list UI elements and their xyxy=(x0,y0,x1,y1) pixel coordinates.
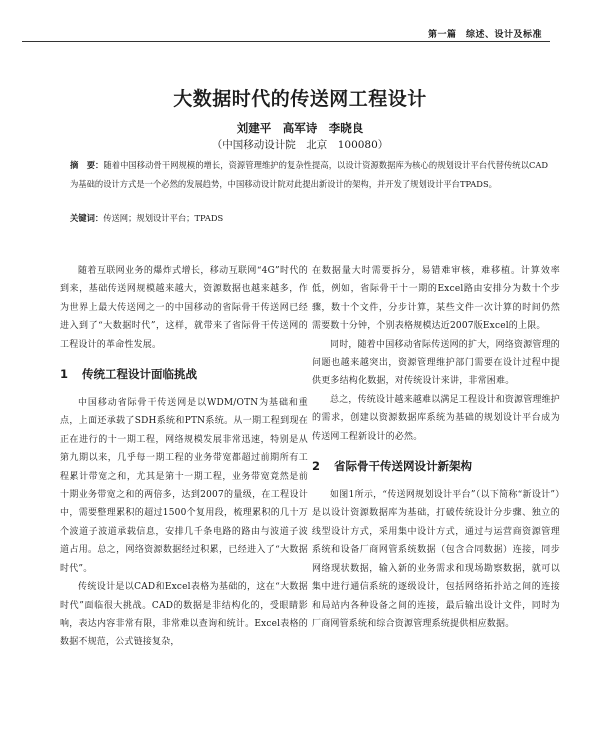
section-2-heading xyxy=(312,458,560,474)
article-authors: 刘建平 高军诗 李晓良 xyxy=(236,121,364,135)
keywords-label: 关键词： xyxy=(70,213,104,223)
keywords xyxy=(70,210,548,226)
section-2-title: 省际骨干传送网设计新架构 xyxy=(334,459,472,474)
section-1-paragraph-1: 中国移动省际骨干传送网是以WDM/OTN为基础和重点，上面还承载了SDH系统和PTN系统。从一期工程到现在正在进行的十一期工程，网络规模发展非常迅速，特别是从第九期以来，几乎每一期工程的业务带宽都超过前期所有工程累计带宽之和，尤其是第十一期工程，业务带宽竟然是前十期业务带宽之和的两倍多，达到2007的量级，在工程设计中，需要整理累积的超过1500个复用段，梳理累积的几十万个波道子波道承载信息，安排几千条电路的路由与波道子波道占用。总之，网络资源数据经过积累，已经进入了“大数据时代”。 xyxy=(60,398,308,574)
left-column xyxy=(60,262,308,652)
section-1-number: 1 xyxy=(60,367,69,382)
paragraph-summary: 总之，传统设计越来越难以满足工程设计和资源管理维护的需求，创建以资源数据库系统为基础的规划设计平台成为传送网工程新设计的必然。 xyxy=(312,394,561,442)
section-1-paragraph-2: 传统设计是以CAD和Excel表格为基础的，这在“大数据时代”面临很大挑战。CAD的数据是非结构化的，受眼睛影响，表达内容非常有限，非常难以查询和统计。Excel表格的数据不规范，公式链接复杂， xyxy=(60,582,308,648)
intro-paragraph: 随着互联网业务的爆炸式增长，移动互联网“4G”时代的到来，基础传送网规模越来越大，资源数据也越来越多，作为世界上最大传送网之一的中国移动的省际骨干传送网已经进入到了“大数据时代”，这样，就带来了省际骨干传送网的工程设计的革命性发展。 xyxy=(60,266,308,350)
header-rule xyxy=(22,41,550,42)
running-header xyxy=(0,0,600,46)
running-head-text: 第一篇 综述、设计及标准 xyxy=(427,30,542,40)
continued-paragraph: 在数据量大时需要拆分，易错难审核，难移植。计算效率低，例如，省际骨干十一期的Excel路由安排分为数十个步骤，数十个文件，分步计算，某些文件一次计算的时间仍然需要数十分钟，个别表格规模达近2007版Excel的上限。 xyxy=(312,266,560,332)
article-affiliation: （中国移动设计院 北京 100080） xyxy=(211,139,389,151)
abstract-text: 随着中国移动骨干网规模的增长，资源管理维护的复杂性提高，以设计资源数据库为核心的规划设计平台代替传统以CAD为基础的设计方式是一个必然的发展趋势，中国移动设计院对此提出新设计的架构，并开发了规划设计平台TPADS。 xyxy=(70,160,548,189)
right-column xyxy=(312,262,560,633)
section-1-title: 传统工程设计面临挑战 xyxy=(82,367,197,382)
abstract xyxy=(70,156,548,194)
abstract-label: 摘 要： xyxy=(70,160,104,170)
section-1-heading xyxy=(60,366,308,382)
keywords-text: 传送网；规划设计平台；TPADS xyxy=(103,213,224,223)
article-title: 大数据时代的传送网工程设计 xyxy=(173,88,427,110)
section-2-number: 2 xyxy=(312,459,321,474)
section-2-paragraph-1: 如图1所示，“传送网规划设计平台”（以下简称“新设计”）是以设计资源数据库为基础，打破传统设计分步骤、独立的线型设计方式，采用集中设计方式，通过与运营商资源管理系统和设备厂商网管系统数据（包含合同数据）连接，同步网络现状数据，输入新的业务需求和现场勘察数据，就可以集中进行通信系统的逐级设计，包括网络拓扑站之间的连接和局站内各种设备之间的连接，最后输出设计文件，同时为厂商网管系统和综合资源管理系统提供相应数据。 xyxy=(312,490,560,629)
paragraph-network-growth: 同时，随着中国移动省际传送网的扩大，网络资源管理的问题也越来越突出，资源管理维护部门需要在设计过程中提供更多结构化数据，对传统设计来讲，非常困难。 xyxy=(312,339,561,387)
